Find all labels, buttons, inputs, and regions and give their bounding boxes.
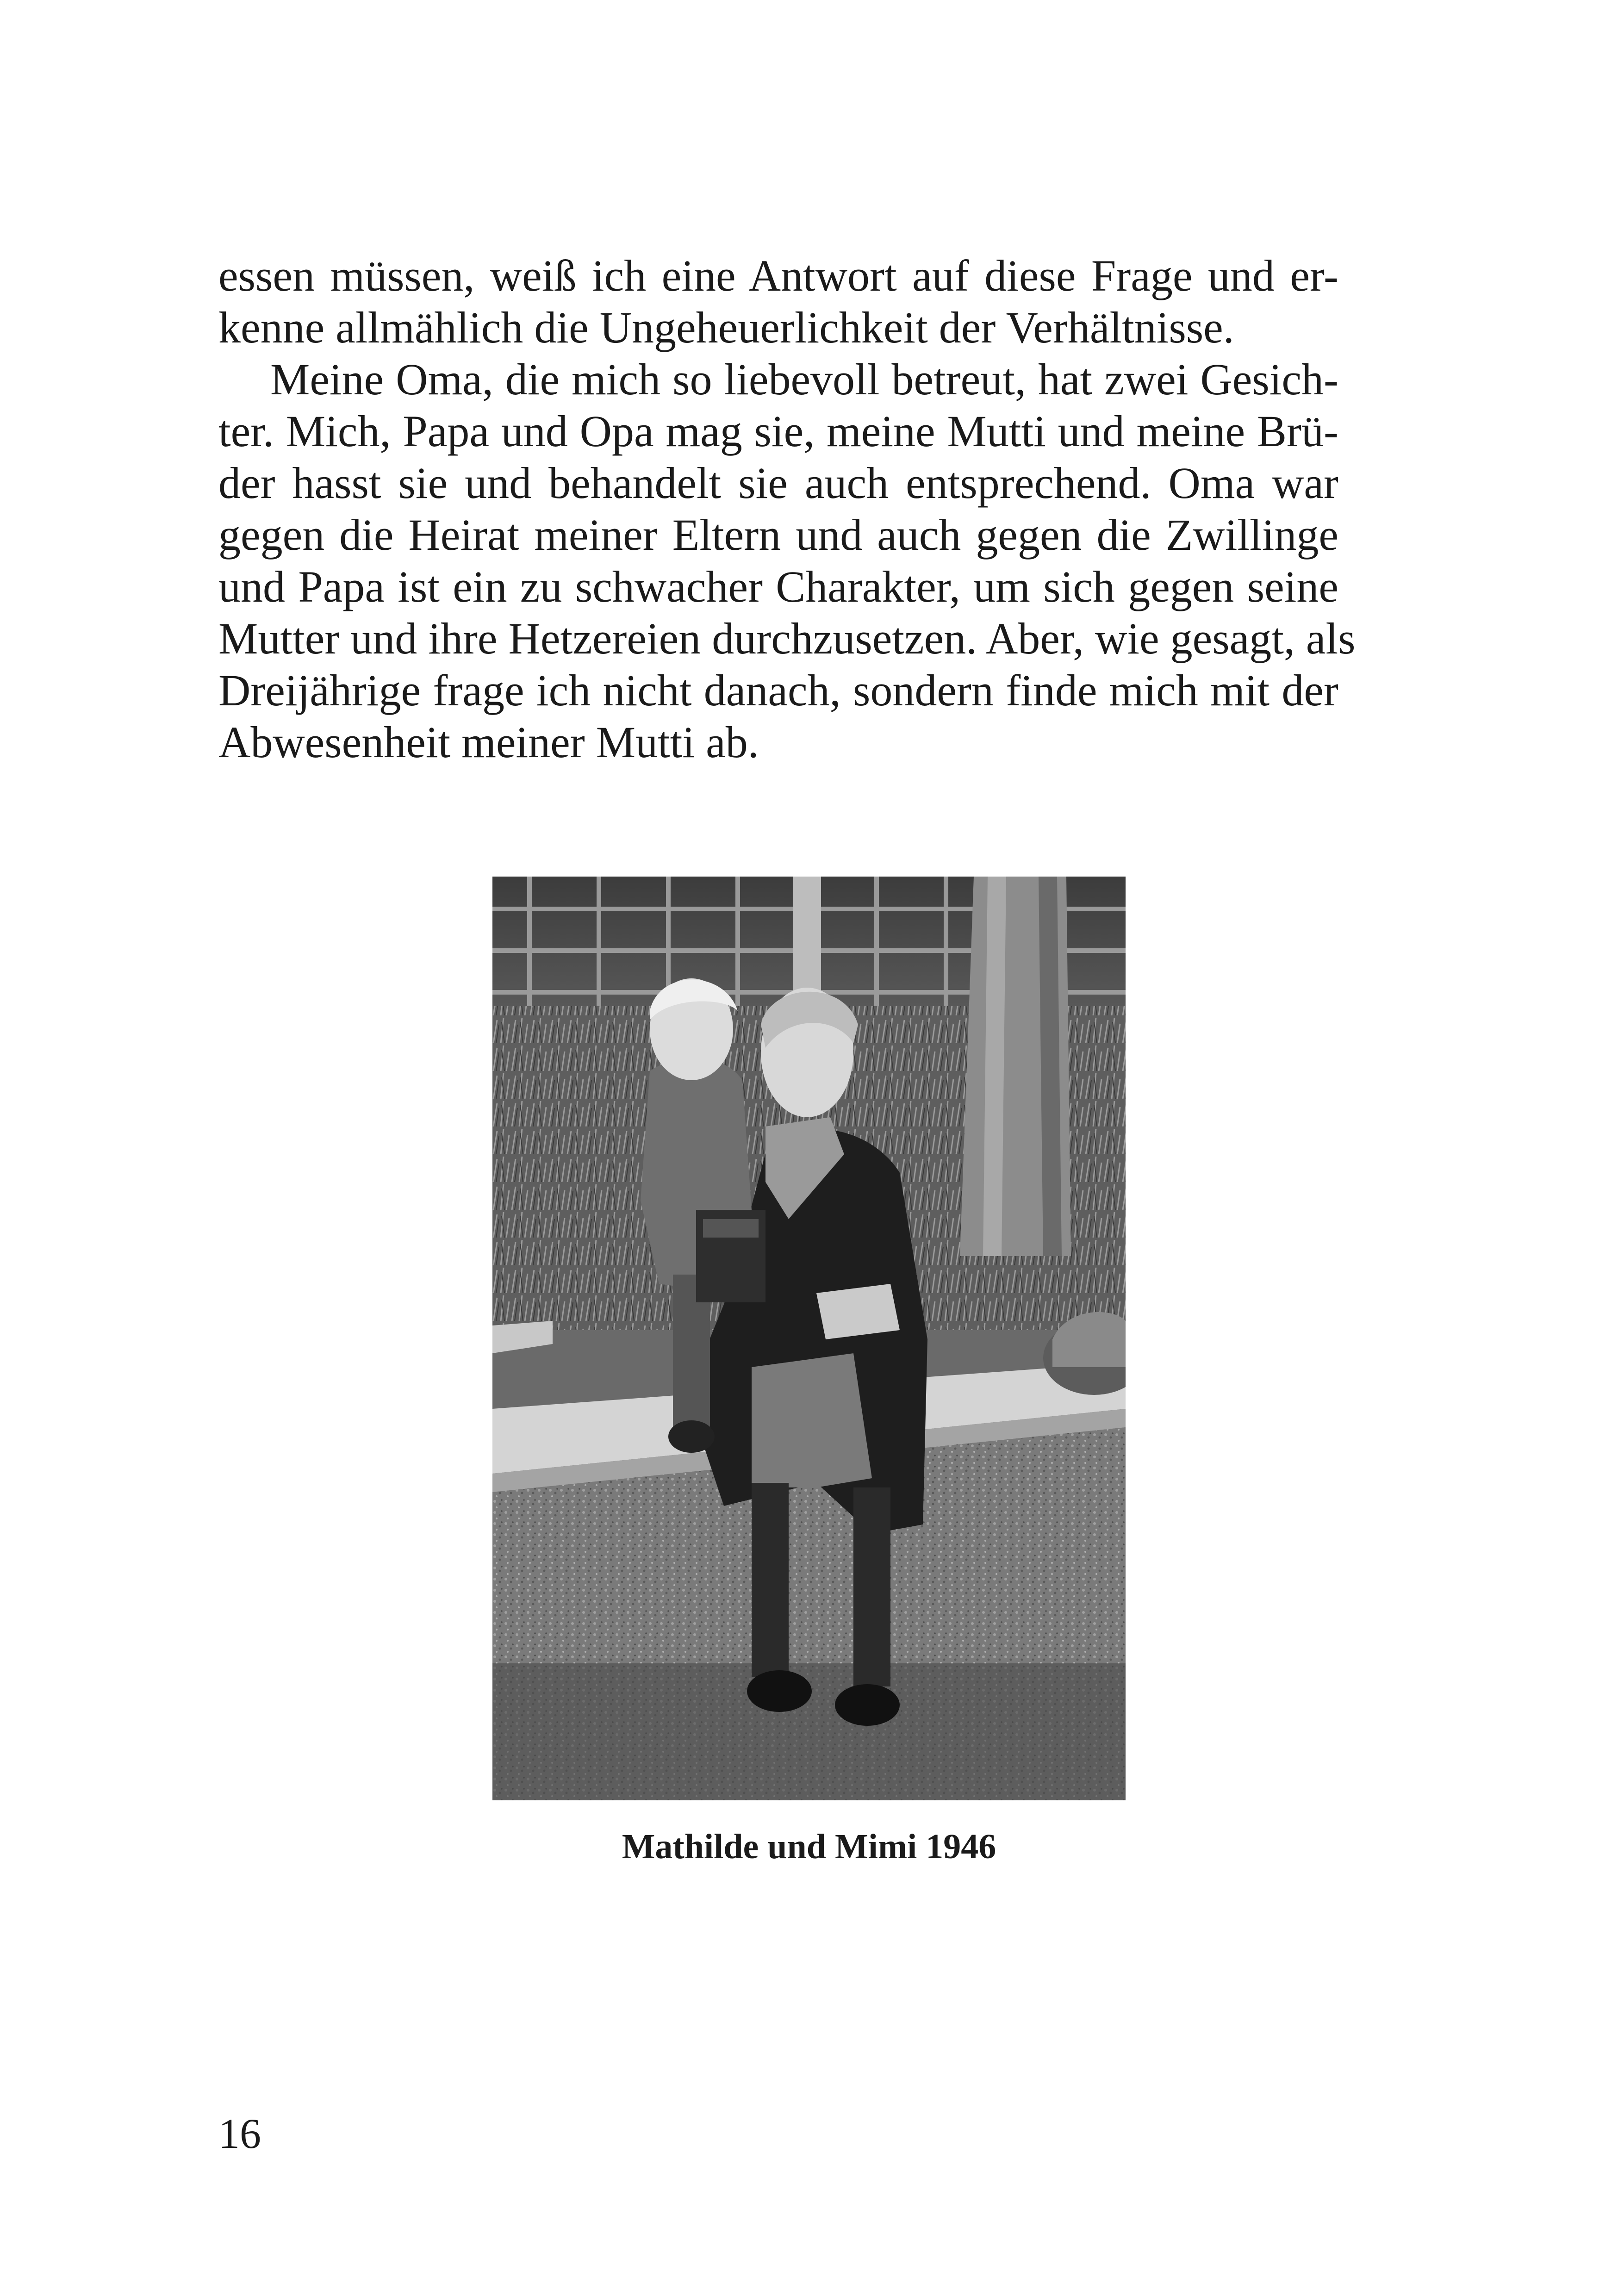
paragraph-1 (218, 250, 1338, 354)
text-line: der hasst sie und behandelt sie auch entsprechend. Oma war (218, 458, 1338, 508)
text-line: Meine Oma, die mich so liebevoll betreut, hat zwei Gesich- (270, 355, 1338, 404)
text-line: Dreijährige frage ich nicht danach, sondern finde mich mit der (218, 666, 1338, 715)
body-text (218, 250, 1356, 768)
text-line: Abwesenheit meiner Mutti ab. (218, 717, 759, 767)
photo-illustration (492, 877, 1126, 1800)
black-and-white-photo (492, 877, 1126, 1800)
text-line: kenne allmählich die Ungeheuerlichkeit der Verhältnisse. (218, 303, 1234, 352)
photo-caption: Mathilde und Mimi 1946 (622, 1827, 996, 1866)
text-line: gegen die Heirat meiner Eltern und auch gegen die Zwillinge (218, 510, 1338, 560)
text-line: und Papa ist ein zu schwacher Charakter, um sich gegen seine (218, 562, 1338, 611)
page-number: 16 (218, 2110, 261, 2157)
text-line: essen müssen, weiß ich eine Antwort auf diese Frage und er- (218, 251, 1338, 300)
text-line: Mutter und ihre Hetzereien durchzusetzen. Aber, wie gesagt, als (218, 614, 1356, 663)
paragraph-2 (218, 354, 1356, 768)
text-line: ter. Mich, Papa und Opa mag sie, meine Mutti und meine Brü- (218, 406, 1338, 456)
